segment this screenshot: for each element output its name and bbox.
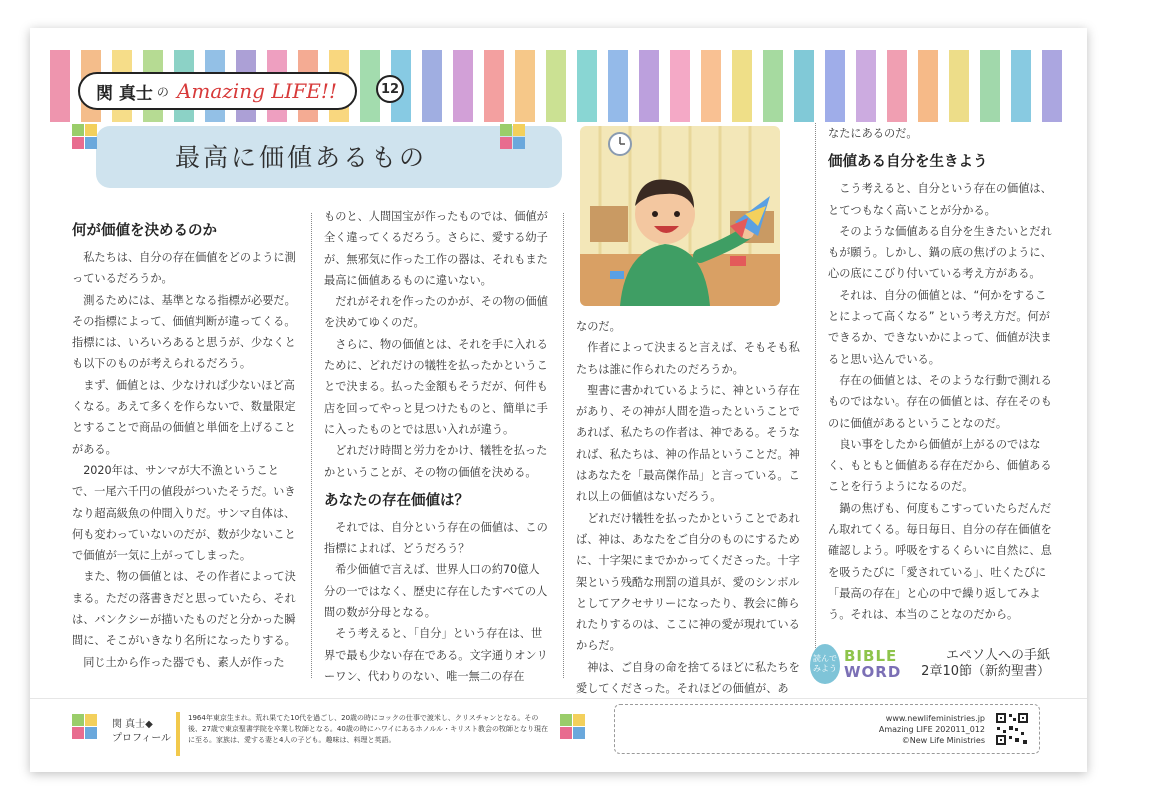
color-stripe xyxy=(546,50,566,122)
verse-book: エペソ人への手紙 xyxy=(945,648,1050,663)
bible-label: BIBLE xyxy=(844,647,898,665)
section-heading: 価値ある自分を生きよう xyxy=(828,154,988,171)
paragraph: それでは、自分という存在の価値は、この指標によれば、どうだろう？ xyxy=(324,520,548,556)
qr-code-icon xyxy=(995,712,1029,746)
column-divider xyxy=(815,123,816,678)
paragraph: ものと、人間国宝が作ったものでは、価値が全く違ってくるだろう。さらに、愛する幼子が、無邪気に作った工作の器は、それもまた最高に価値あるものに違いない。 xyxy=(324,210,548,287)
color-stripe xyxy=(453,50,473,122)
section-heading: あなたの存在価値は？ xyxy=(324,492,469,509)
decor-squares-right xyxy=(500,124,526,150)
paragraph: 私たちは、自分の存在価値をどのように測っているだろうか。 xyxy=(72,251,296,286)
color-stripe xyxy=(918,50,938,122)
color-stripe xyxy=(887,50,907,122)
issue-code: Amazing LIFE 202011_012 xyxy=(878,725,985,734)
article-title: 最高に価値あるもの xyxy=(175,143,428,172)
paragraph: 測るためには、基準となる指標が必要だ。その指標によって、価値判断が違ってくる。指標には、いろいろあると思うが、少なくとも以下のものが考えられるだろう。 xyxy=(72,293,296,371)
color-stripe xyxy=(701,50,721,122)
magazine-page xyxy=(30,28,1087,772)
decor-squares-footer xyxy=(72,714,98,740)
color-stripe xyxy=(639,50,659,122)
article-column-3 xyxy=(576,316,802,699)
color-stripe xyxy=(670,50,690,122)
paragraph: また、物の価値とは、その作者によって決まる。ただの落書きだと思っていたら、それは、バンクシーが描いたものだと分かった瞬間に、そこがいきなり名所になったりする。 xyxy=(72,570,296,648)
profile-label xyxy=(112,718,171,746)
decor-squares-footer-right xyxy=(560,714,586,740)
profile-text: 1964年東京生まれ。荒れ果てた10代を過ごし、20歳の時にコックの仕事で渡米し、クリスチャンとなる。その後、27歳で東京聖書学院を卒業し牧師となる。40歳の時にハワイにあるホノルル・キリスト教会の牧師となり現在に至る。家族は、愛する妻と4人の子ども。趣味は、料理と英語。 xyxy=(188,714,549,744)
paragraph: まず、価値とは、少なければ少ないほど高くなる。あえて多くを作らないで、数量限定とすることで商品の価値と単価を上げることがある。 xyxy=(72,378,296,456)
paragraph: そのような価値ある自分を生きたいとだれもが願う。しかし、鍋の底の焦げのように、心の底にこびり付いている考え方がある。 xyxy=(828,224,1052,281)
credit-box xyxy=(614,704,1040,754)
color-stripe xyxy=(763,50,783,122)
color-stripe xyxy=(484,50,504,122)
series-badge xyxy=(78,72,357,110)
color-stripe xyxy=(1011,50,1031,122)
color-stripe xyxy=(732,50,752,122)
paragraph: そう考えると、「自分」という存在は、世界で最も少ない存在である。文字通りオンリーワン、代わりのない、唯一無二の存在 xyxy=(324,627,548,683)
issue-number: 12 xyxy=(376,75,404,103)
color-stripe xyxy=(608,50,628,122)
decor-squares-left xyxy=(72,124,98,150)
paragraph: なたにあるのだ。 xyxy=(828,127,918,140)
read-badge: 読んでみよう xyxy=(810,644,840,684)
verse-chapter: 2章10節（新約聖書） xyxy=(921,664,1050,679)
column-divider xyxy=(563,213,564,678)
paragraph: 聖書に書かれているように、神という存在があり、その神が人間を造ったということであれば、私たちの作者は、神である。そうなれば、私たちは、神の作品ということだ。神はあなたを「最高傑作品」と言っている。これ以上の価値はないだろう。 xyxy=(576,383,800,504)
color-stripe xyxy=(856,50,876,122)
particle-no: の xyxy=(156,84,169,99)
paragraph: それは、自分の価値とは、“何かをすることによって高くなる” という考え方だ。何ができるか、できないかによって、価値が決まると思い込んでいる。 xyxy=(828,288,1052,366)
copyright: ©New Life Ministries xyxy=(901,736,985,745)
paragraph: どれだけ時間と労力をかけ、犠牲を払ったかということが、その物の価値を決める。 xyxy=(324,444,548,479)
paragraph: 鍋の焦げも、何度もこすっていたらだんだん取れてくる。毎日毎日、自分の存在価値を確認しよう。呼吸をするくらいに自然に、息を吸うたびに「愛されている」、吐くたびに「最高の存在」と心の中で繰り返してみよう。それは、本当のことなのだから。 xyxy=(828,501,1052,622)
color-stripe xyxy=(422,50,442,122)
paragraph: 作者によって決まると言えば、そもそも私たちは誰に作られたのだろうか。 xyxy=(576,341,800,376)
boy-illustration xyxy=(580,126,780,306)
paragraph: だれがそれを作ったのかが、その物の価値を決めてゆくのだ。 xyxy=(324,295,548,330)
color-stripe xyxy=(50,50,70,122)
verse-reference xyxy=(921,648,1050,680)
series-title: Amazing LIFE!! xyxy=(176,79,337,103)
color-stripe xyxy=(980,50,1000,122)
color-stripe xyxy=(825,50,845,122)
paragraph: 神は、ご自身の命を捨てるほどに私たちを愛してくださった。それほどの価値が、あ xyxy=(576,660,800,696)
profile-heading: プロフィール xyxy=(112,733,171,744)
color-stripe xyxy=(949,50,969,122)
paragraph: なのだ。 xyxy=(576,320,621,333)
article-column-1 xyxy=(72,213,298,673)
bible-word-logo xyxy=(844,648,901,680)
color-stripe xyxy=(1042,50,1062,122)
paragraph: どれだけ犠牲を払ったかということであれば、神は、あなたをご自分のものにするために、十字架にまでかかってくださった。十字架という残酷な刑罰の道具が、愛のシンボルとしてアクセサリーになったり、教会に飾られたりするのは、ここに神の愛が現れているからだ。 xyxy=(576,511,800,653)
paragraph: こう考えると、自分という存在の価値は、とてつもなく高いことが分かる。 xyxy=(828,182,1052,217)
paragraph: さらに、物の価値とは、それを手に入れるために、どれだけの犠牲を払ったかということで決まる。払った金額もそうだが、何件も店を回ってやっと見つけたものと、簡単に手に入ったものとでは思い入れが違う。 xyxy=(324,337,548,436)
column-divider xyxy=(311,213,312,678)
paragraph: 2020年は、サンマが大不漁ということで、一尾六千円の値段がついたそうだ。いきなり超高級魚の仲間入りだ。サンマ自体は、何も変わっていないのだが、数が少ないことで価値が一気に上がってしまった。 xyxy=(72,463,296,563)
credit-text xyxy=(879,713,985,746)
paragraph: 同じ土から作った器でも、素人が作った xyxy=(83,655,285,669)
footer-divider xyxy=(30,698,1087,699)
color-stripe xyxy=(577,50,597,122)
color-stripe xyxy=(515,50,535,122)
bible-word-box xyxy=(810,642,1050,694)
paragraph: 存在の価値とは、そのような行動で測れるものではない。存在の価値とは、存在そのものに価値があるということなのだ。 xyxy=(828,373,1052,430)
website-url: www.newlifeministries.jp xyxy=(885,714,985,723)
color-stripe xyxy=(794,50,814,122)
profile-accent-bar xyxy=(176,712,180,756)
paragraph: 希少価値で言えば、世界人口の約70億人分の一ではなく、歴史に存在したすべての人間の数が分母となる。 xyxy=(324,563,548,620)
word-label: WORD xyxy=(844,663,902,681)
author-name: 関 真士 xyxy=(96,83,153,104)
section-heading: 何が価値を決めるのか xyxy=(72,223,217,239)
paragraph: 良い事をしたから価値が上がるのではなく、もともと価値ある存在だから、価値あることを行うようになるのだ。 xyxy=(828,437,1052,494)
article-column-4 xyxy=(828,123,1054,626)
article-column-2 xyxy=(324,206,550,687)
profile-name: 関 真士◆ xyxy=(112,719,153,730)
